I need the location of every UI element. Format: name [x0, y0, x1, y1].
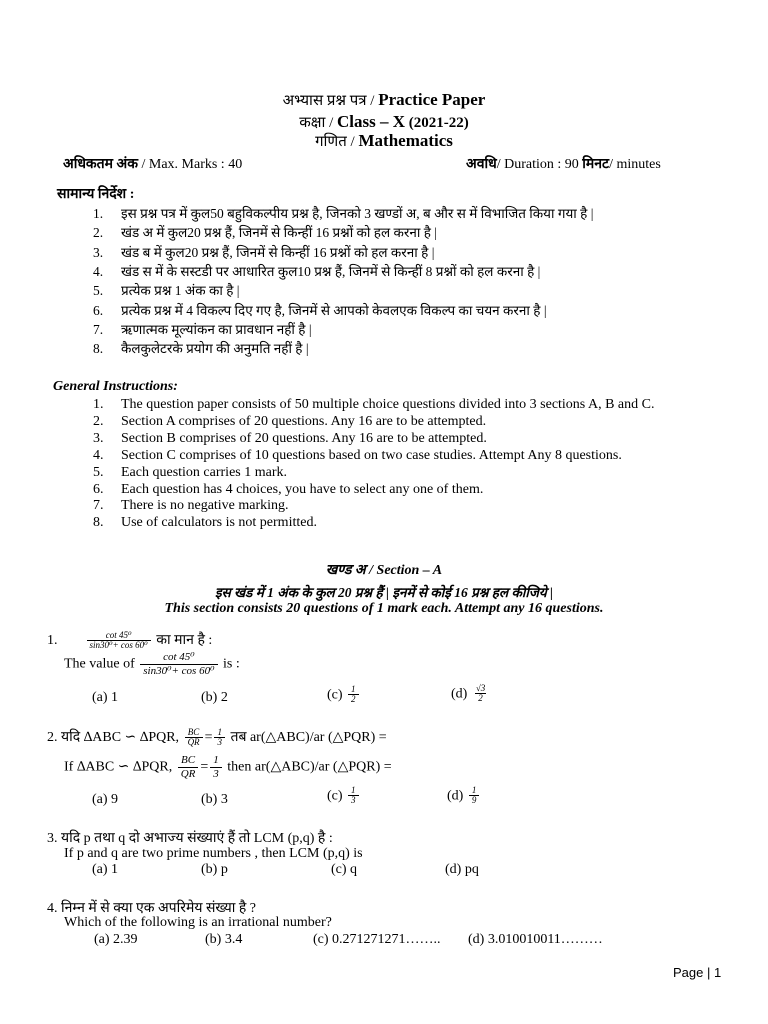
title-line: [0, 90, 768, 110]
fraction-denominator: 3: [214, 737, 225, 748]
hindi-instruction-item: [93, 320, 312, 338]
hindi-instruction-item-text: खंड अ में कुल20 प्रश्न हैं, जिनमें से किन्हीं 16 प्रश्नों को हल करना है |: [121, 225, 437, 241]
fraction-numerator: 1: [471, 785, 477, 795]
question-3-option-d[interactable]: (d) pq: [445, 862, 479, 877]
option-c-fraction: [348, 786, 359, 806]
hindi-instruction-item-number: 5.: [93, 283, 104, 299]
fraction-denominator: 2: [475, 693, 486, 704]
option-d-fraction: [473, 684, 488, 704]
question-1-english: [64, 652, 240, 677]
general-instruction-item: [93, 397, 654, 413]
fraction-denominator: 3: [348, 795, 359, 806]
hindi-instruction-item-text: खंड ब में कुल20 प्रश्न हैं, जिनमें से किन्हीं 16 प्रश्नों को हल करना है |: [121, 244, 435, 260]
title-english: Practice Paper: [378, 90, 486, 109]
question-4-option-a[interactable]: (a) 2.39: [94, 932, 138, 947]
session-year: (2021-22): [405, 115, 469, 131]
fraction-numerator: BC: [181, 754, 196, 766]
title-hindi: अभ्यास प्रश्न पत्र /: [282, 93, 379, 109]
question-1-hindi: [47, 630, 212, 651]
class-line: [0, 112, 768, 132]
fraction-numerator: cot 45⁰: [105, 629, 132, 640]
question-1-fraction-english: [140, 652, 217, 677]
question-2-english-lead: If ∆ABC ∽ ∆PQR,: [64, 759, 176, 775]
general-instruction-item-number: 1.: [93, 397, 104, 412]
question-2-hindi-tail: तब ar(△ABC)/ar (△PQR) =: [226, 730, 387, 745]
question-1-english-lead: The value of: [64, 656, 139, 672]
minutes-hindi: मिनट: [582, 157, 610, 172]
general-instruction-item-number: 3.: [93, 430, 104, 446]
question-3-english: If p and q are two prime numbers , then LCM (p,q) is: [64, 846, 363, 861]
hindi-instruction-item: [93, 281, 239, 299]
class-english: Class – X: [337, 112, 406, 131]
page-number: Page | 1: [673, 965, 722, 980]
option-c-fraction: [348, 685, 359, 705]
hindi-instruction-item-number: 3.: [93, 244, 104, 260]
question-2-option-d[interactable]: [447, 786, 481, 806]
question-1-hindi-tail: का मान है :: [156, 633, 213, 648]
max-marks-english: / Max. Marks : 40: [137, 157, 243, 172]
general-instruction-item-number: 8.: [93, 515, 104, 531]
question-4-option-b[interactable]: (b) 3.4: [205, 932, 243, 947]
hindi-instructions-heading: सामान्य निर्देश :: [57, 187, 135, 202]
hindi-instruction-item-number: 8.: [93, 341, 104, 357]
question-1-number: 1.: [47, 633, 58, 648]
hindi-instruction-item: [93, 223, 437, 241]
section-title: [0, 560, 768, 579]
fraction-denominator: 3: [210, 767, 222, 780]
section-note-english: This section consists 20 questions of 1 mark each. Attempt any 16 questions.: [164, 601, 604, 616]
general-instruction-item: [93, 431, 487, 447]
general-instructions-heading: General Instructions:: [53, 379, 178, 394]
hindi-instruction-item-number: 6.: [93, 302, 104, 318]
hindi-instruction-item: [93, 301, 547, 319]
max-marks-hindi: अधिकतम अंक: [63, 157, 138, 172]
question-4-option-d[interactable]: (d) 3.010010011………: [468, 932, 603, 947]
hindi-instruction-item-text: खंड स में के सस्टडी पर आधारित कुल10 प्रश्न हैं, जिनमें से किन्हीं 8 प्रश्नों को हल करना है |: [121, 263, 541, 279]
option-label: (c): [327, 687, 347, 703]
subject-hindi: गणित /: [315, 134, 359, 150]
fraction-denominator: 2: [348, 694, 359, 705]
hindi-instruction-item-number: 1.: [93, 206, 104, 221]
hindi-instruction-item-number: 7.: [93, 321, 104, 337]
hindi-instruction-item-number: 4.: [93, 263, 104, 279]
hindi-instruction-item-text: कैलकुलेटरके प्रयोग की अनुमति नहीं है |: [121, 341, 309, 357]
general-instruction-item: [93, 482, 483, 498]
hindi-instruction-item-text: प्रत्येक प्रश्न 1 अंक का है |: [121, 283, 240, 299]
fraction-denominator: sin30⁰+ cos 60⁰: [140, 664, 217, 677]
question-3-option-a[interactable]: (a) 1: [92, 862, 119, 877]
question-2-rhs-fraction: [214, 728, 225, 748]
fraction-numerator: 1: [351, 684, 356, 694]
general-instruction-item-text: Section C comprises of 10 questions based on two case studies. Attempt Any 8 questions.: [121, 447, 622, 463]
general-instruction-item: [93, 414, 486, 430]
max-marks: [63, 154, 242, 173]
general-instruction-item-text: Section B comprises of 20 questions. Any 16 are to be attempted.: [121, 430, 487, 446]
section-title-hindi: खण्ड अ /: [325, 563, 377, 578]
hindi-instruction-item-text: ऋणात्मक मूल्यांकन का प्रावधान नहीं है |: [121, 321, 312, 337]
fraction-numerator: cot 45⁰: [163, 651, 195, 663]
question-4-hindi: 4. निम्न में से क्या एक अपरिमेय संख्या है ?: [47, 901, 256, 916]
general-instruction-item-number: 5.: [93, 464, 104, 480]
class-hindi: कक्षा /: [299, 115, 338, 131]
question-2-option-a[interactable]: (a) 9: [92, 792, 119, 807]
question-2-english: [64, 755, 392, 780]
question-2-option-b[interactable]: (b) 3: [201, 792, 228, 807]
duration: [466, 154, 661, 173]
option-label: (d): [447, 788, 467, 804]
duration-hindi: अवधि: [466, 157, 497, 172]
question-3-option-b[interactable]: (b) p: [201, 862, 228, 877]
question-1-fraction: [87, 631, 151, 651]
question-1-english-tail: is :: [223, 656, 240, 672]
question-4-option-c[interactable]: (c) 0.271271271……..: [313, 932, 441, 947]
equals-sign: =: [200, 759, 209, 775]
equals-sign: =: [204, 730, 213, 745]
fraction-denominator: sin30⁰+ cos 60⁰: [87, 640, 151, 651]
question-2-hindi: [47, 727, 387, 748]
section-title-english: Section – A: [376, 563, 443, 578]
subject-line: [0, 131, 768, 151]
option-d-fraction: [469, 786, 480, 806]
question-3-hindi: 3. यदि p तथा q दो अभाज्य संख्याएं हैं तो LCM (p,q) है :: [47, 831, 333, 846]
option-label: (c): [327, 788, 347, 804]
general-instruction-item-text: Use of calculators is not permitted.: [121, 515, 317, 531]
question-1-option-d[interactable]: [451, 684, 490, 704]
hindi-instruction-item-text: इस प्रश्न पत्र में कुल50 बहुविकल्पीय प्रश्न है, जिनको 3 खण्डों अ, ब और स में विभाजित किया गया है |: [121, 206, 594, 221]
question-2-fraction-english: [178, 755, 199, 780]
question-4-english: Which of the following is an irrational number?: [64, 915, 332, 930]
general-instruction-item: [93, 515, 317, 531]
question-2-fraction: [185, 728, 203, 748]
general-instruction-item: [93, 465, 287, 481]
general-instruction-item: [93, 498, 289, 514]
fraction-denominator: 9: [469, 795, 480, 806]
question-2-option-c[interactable]: [327, 786, 361, 806]
question-3-option-c[interactable]: (c) q: [331, 862, 358, 877]
fraction-denominator: QR: [178, 767, 199, 780]
subject-english: Mathematics: [358, 131, 453, 150]
fraction-numerator: BC: [187, 726, 200, 737]
section-note-hindi: इस खंड में 1 अंक के कुल 20 प्रश्न हैं | इनमें से कोई 16 प्रश्न हल कीजिये |: [214, 585, 554, 600]
general-instruction-item-text: The question paper consists of 50 multiple choice questions divided into 3 sections A, B and C.: [121, 397, 655, 412]
duration-english: / Duration : 90: [496, 157, 583, 172]
general-instruction-item-text: Each question carries 1 mark.: [121, 464, 287, 480]
hindi-instruction-item-text: प्रत्येक प्रश्न में 4 विकल्प दिए गए है, जिनमें से आपको केवलएक विकल्प का चयन करना है |: [121, 302, 547, 318]
question-1-option-b[interactable]: (b) 2: [201, 690, 228, 705]
fraction-numerator: 1: [217, 726, 222, 737]
general-instruction-item: [93, 448, 622, 464]
question-2-hindi-lead: 2. यदि ∆ABC ∽ ∆PQR,: [47, 730, 183, 745]
minutes-english: / minutes: [609, 157, 661, 172]
question-1-option-a[interactable]: (a) 1: [92, 690, 119, 705]
general-instruction-item-number: 4.: [93, 447, 104, 463]
fraction-denominator: QR: [185, 737, 203, 748]
hindi-instruction-item: [93, 339, 309, 357]
general-instruction-item-text: Section A comprises of 20 questions. Any 16 are to be attempted.: [121, 413, 487, 429]
general-instruction-item-number: 6.: [93, 481, 104, 497]
question-1-option-c[interactable]: [327, 685, 361, 705]
question-2-english-tail: then ar(△ABC)/ar (△PQR) =: [223, 759, 392, 775]
general-instruction-item-text: There is no negative marking.: [121, 498, 289, 514]
fraction-numerator: 1: [351, 785, 356, 795]
question-2-rhs-fraction-english: [210, 755, 222, 780]
general-instruction-item-number: 7.: [93, 498, 104, 514]
hindi-instruction-item: [93, 262, 540, 280]
general-instruction-item-number: 2.: [93, 413, 104, 429]
general-instruction-item-text: Each question has 4 choices, you have to select any one of them.: [121, 481, 484, 497]
option-label: (d): [451, 686, 471, 702]
fraction-numerator: 1: [213, 754, 219, 766]
hindi-instruction-item: [93, 243, 434, 261]
fraction-numerator: √3: [475, 683, 486, 693]
hindi-instruction-item-number: 2.: [93, 225, 104, 241]
hindi-instruction-item: [93, 204, 593, 222]
